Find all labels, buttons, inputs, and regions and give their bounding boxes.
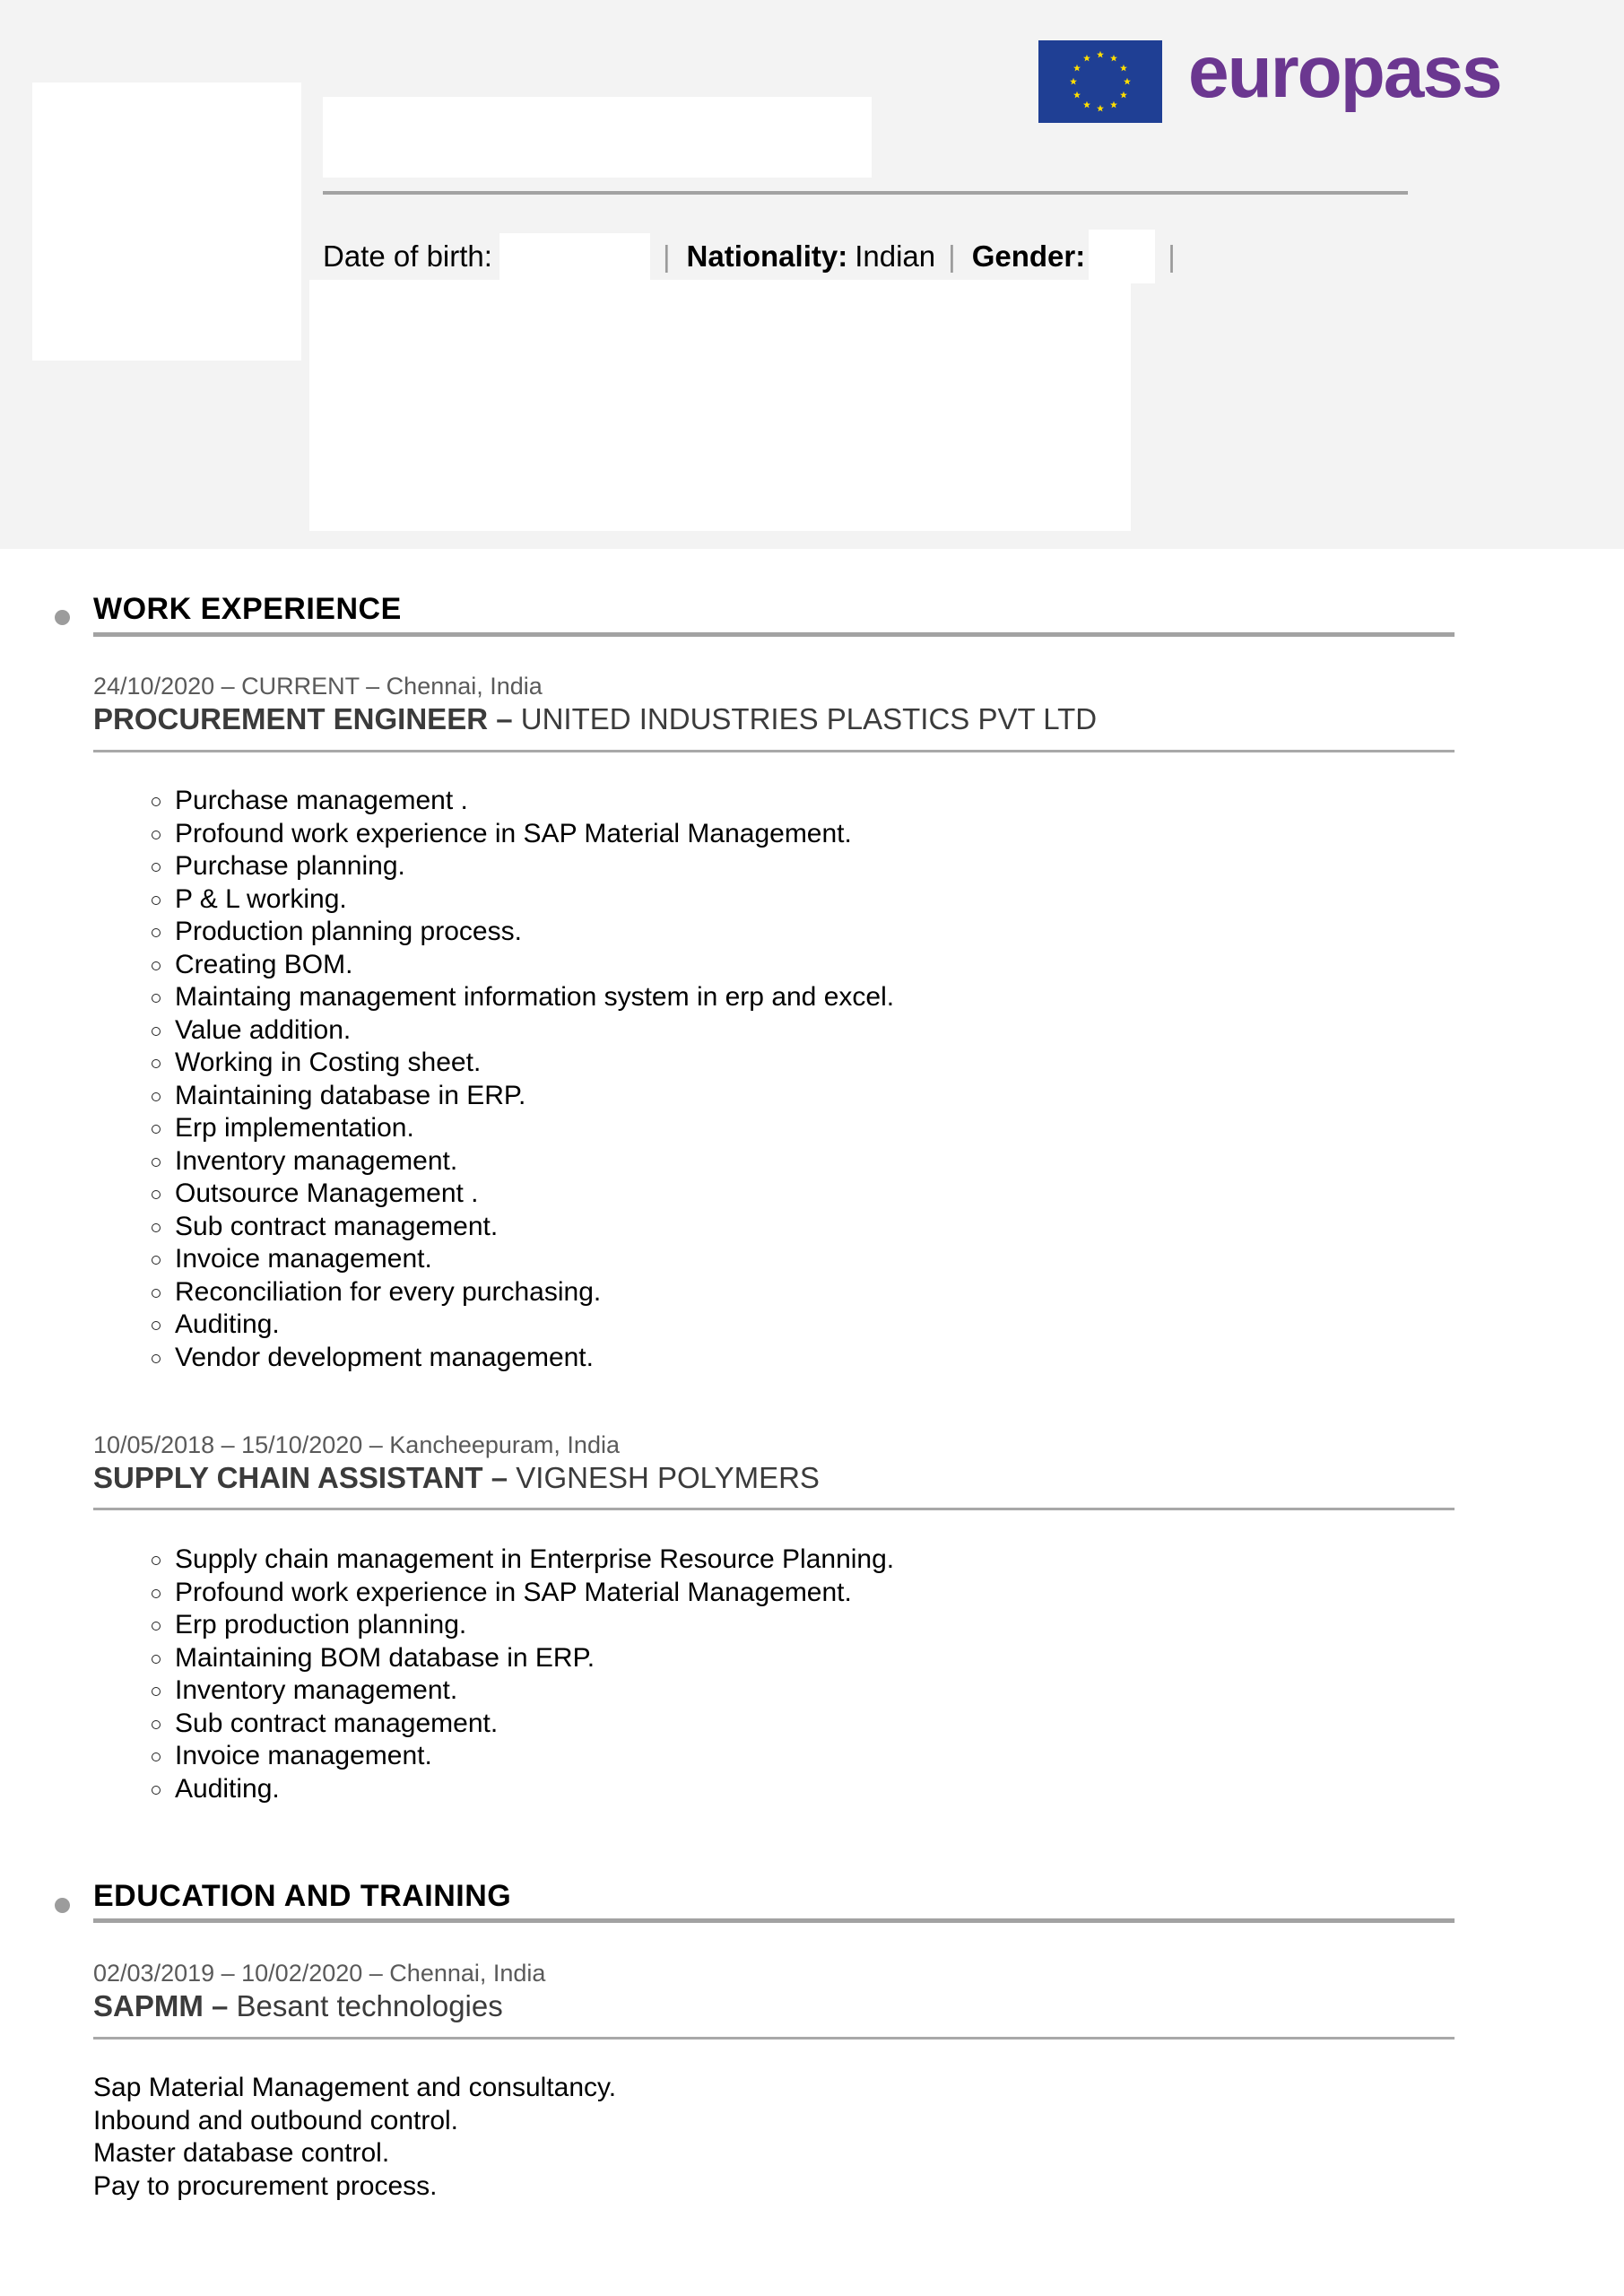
contact-redacted <box>309 280 1131 531</box>
flag-star-icon <box>1097 105 1104 112</box>
bullet-item: Working in Costing sheet. <box>151 1047 894 1080</box>
bullet-item: Inventory management. <box>151 1145 894 1178</box>
description-line: Pay to procurement process. <box>93 2170 438 2201</box>
flag-star-icon <box>1120 91 1127 99</box>
bullet-item: Maintaing management information system in erp and excel. <box>151 981 894 1014</box>
entry-title <box>93 1461 820 1495</box>
name-redacted <box>323 97 872 178</box>
separator: | <box>662 239 671 273</box>
name-underline <box>323 191 1408 195</box>
bullet-item: Inventory management. <box>151 1674 894 1708</box>
nationality-label: Nationality: <box>686 239 848 273</box>
entry-meta: 10/05/2018 – 15/10/2020 – Kancheepuram, India <box>93 1431 620 1458</box>
photo-placeholder <box>32 83 301 361</box>
entry-bullet-list <box>151 1544 894 1805</box>
entry-org: VIGNESH POLYMERS <box>516 1461 820 1494</box>
flag-star-icon <box>1083 101 1090 109</box>
flag-star-icon <box>1070 78 1077 85</box>
bullet-item: Vendor development management. <box>151 1342 894 1375</box>
entry-org: Besant technologies <box>236 1989 503 2022</box>
entry-description <box>93 2072 616 2203</box>
flag-star-icon <box>1073 65 1081 72</box>
entry-bullet-list <box>151 785 894 1374</box>
flag-star-icon <box>1110 101 1117 109</box>
section-bullet-icon <box>55 610 70 625</box>
bullet-item: Erp production planning. <box>151 1609 894 1642</box>
dob-redacted <box>499 233 650 280</box>
entry-title <box>93 702 1097 736</box>
flag-star-icon <box>1110 55 1117 62</box>
bullet-item: Reconciliation for every purchasing. <box>151 1276 894 1309</box>
gender-redacted <box>1089 230 1155 283</box>
entry-rule <box>93 1508 1455 1510</box>
dob-label: Date of birth: <box>323 239 492 273</box>
entry-role: SUPPLY CHAIN ASSISTANT – <box>93 1461 508 1494</box>
bullet-item: P & L working. <box>151 883 894 917</box>
entry-rule <box>93 750 1455 752</box>
bullet-item: Auditing. <box>151 1773 894 1806</box>
bullet-item: Auditing. <box>151 1309 894 1342</box>
entry-role: SAPMM – <box>93 1989 229 2022</box>
flag-star-icon <box>1073 91 1081 99</box>
bullet-item: Profound work experience in SAP Material Management. <box>151 1577 894 1610</box>
cv-header <box>0 0 1624 549</box>
bullet-item: Sub contract management. <box>151 1708 894 1741</box>
bullet-item: Purchase management . <box>151 785 894 818</box>
bullet-item: Outsource Management . <box>151 1178 894 1211</box>
flag-star-icon <box>1124 78 1131 85</box>
description-line: Master database control. <box>93 2138 390 2168</box>
gender-label: Gender: <box>971 239 1086 273</box>
section-title: WORK EXPERIENCE <box>93 592 402 626</box>
europass-logo: europass <box>1188 31 1501 113</box>
flag-star-icon <box>1120 65 1127 72</box>
bullet-item: Purchase planning. <box>151 850 894 883</box>
eu-stars-icon <box>1038 40 1162 123</box>
bullet-item: Value addition. <box>151 1014 894 1048</box>
bullet-item: Maintaining database in ERP. <box>151 1080 894 1113</box>
bullet-item: Supply chain management in Enterprise Resource Planning. <box>151 1544 894 1577</box>
entry-meta: 02/03/2019 – 10/02/2020 – Chennai, India <box>93 1960 546 1987</box>
entry-org: UNITED INDUSTRIES PLASTICS PVT LTD <box>520 702 1098 735</box>
description-line: Inbound and outbound control. <box>93 2105 459 2135</box>
entry-role: PROCUREMENT ENGINEER – <box>93 702 513 735</box>
bullet-item: Creating BOM. <box>151 949 894 982</box>
section-bullet-icon <box>55 1898 70 1913</box>
bullet-item: Invoice management. <box>151 1740 894 1773</box>
bullet-item: Maintaining BOM database in ERP. <box>151 1642 894 1675</box>
separator: | <box>1168 239 1176 273</box>
flag-star-icon <box>1083 55 1090 62</box>
bullet-item: Production planning process. <box>151 916 894 949</box>
entry-meta: 24/10/2020 – CURRENT – Chennai, India <box>93 673 543 700</box>
bullet-item: Sub contract management. <box>151 1211 894 1244</box>
separator: | <box>948 239 956 273</box>
entry-title <box>93 1989 503 2023</box>
section-title: EDUCATION AND TRAINING <box>93 1879 512 1913</box>
section-rule <box>93 632 1455 637</box>
section-rule <box>93 1918 1455 1923</box>
bullet-item: Invoice management. <box>151 1243 894 1276</box>
personal-info-line <box>323 236 1192 277</box>
entry-rule <box>93 2037 1455 2039</box>
eu-flag-icon <box>1038 40 1162 123</box>
description-line: Sap Material Management and consultancy. <box>93 2073 617 2102</box>
nationality-value: Indian <box>855 239 936 273</box>
bullet-item: Erp implementation. <box>151 1112 894 1145</box>
flag-star-icon <box>1097 51 1104 58</box>
bullet-item: Profound work experience in SAP Material Management. <box>151 818 894 851</box>
